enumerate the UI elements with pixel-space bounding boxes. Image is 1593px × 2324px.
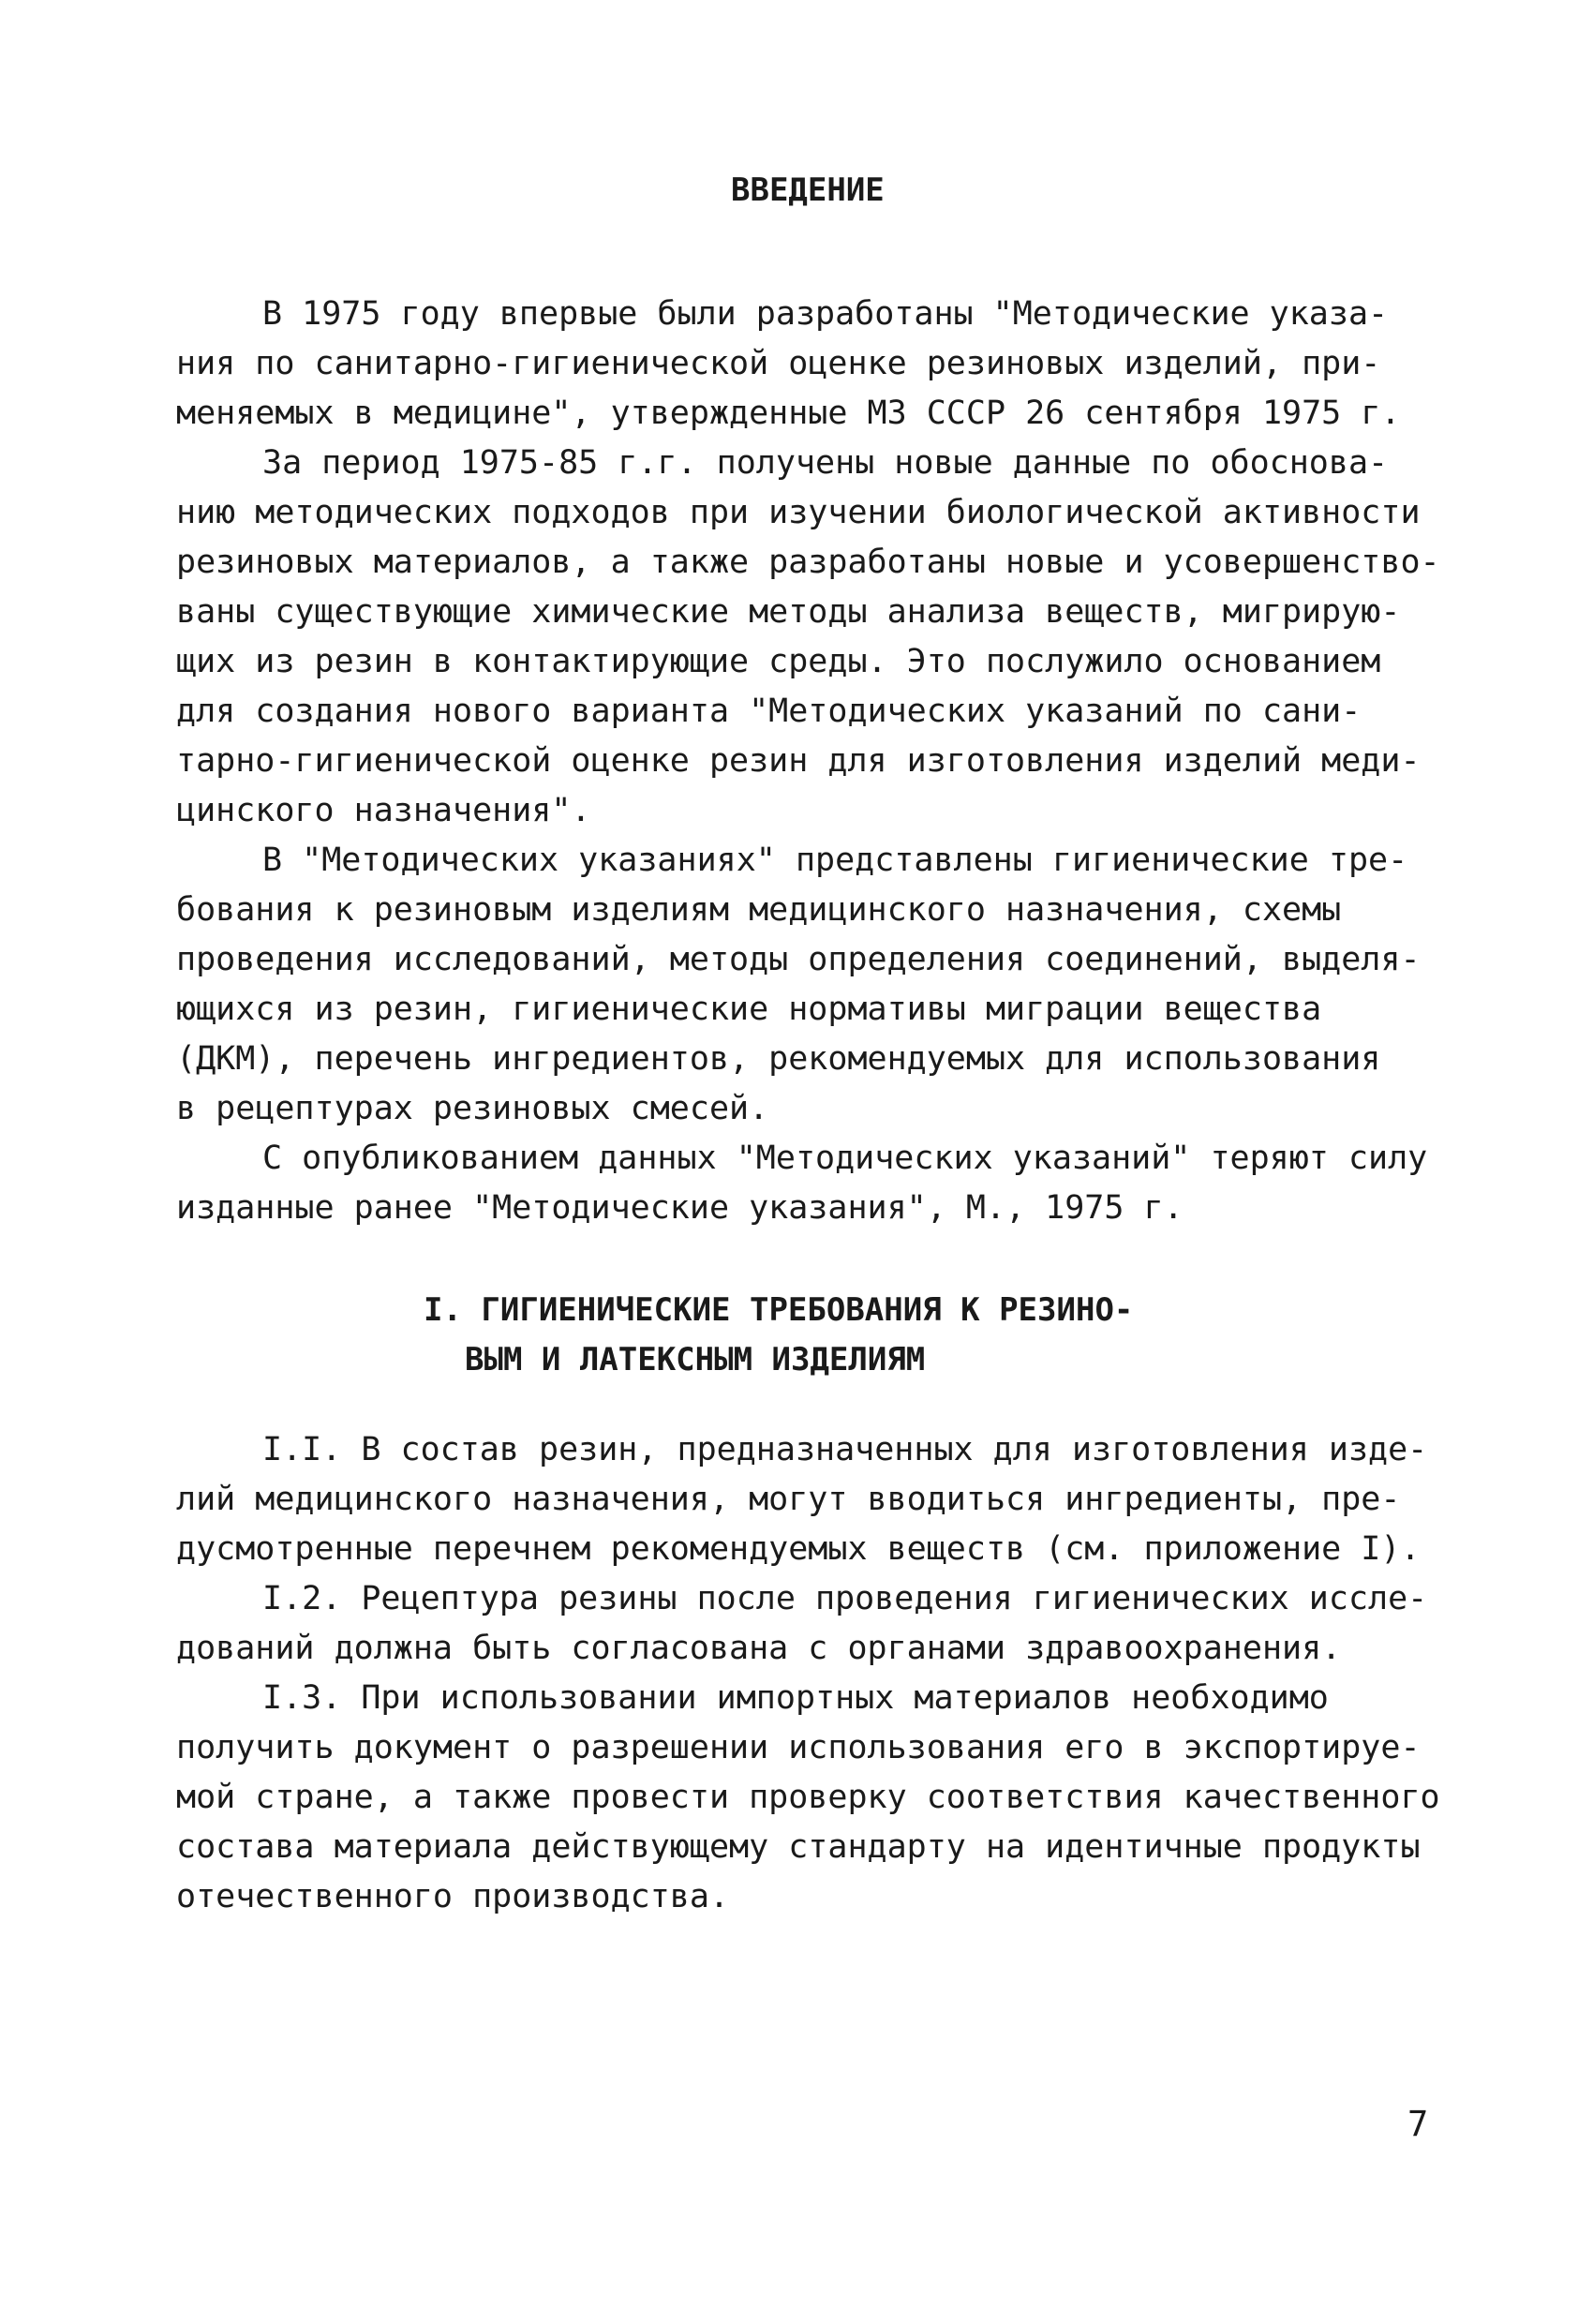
- intro-line: ваны существующие химические методы анализа веществ, мигрирую-: [176, 593, 1401, 631]
- intro-line: меняемых в медицине", утвержденные МЗ СССР 26 сентября 1975 г.: [176, 395, 1401, 432]
- intro-line: щих из резин в контактирующие среды. Это послужило основанием: [176, 643, 1381, 680]
- section-line: мой стране, а также провести проверку соответствия качественного: [176, 1779, 1440, 1816]
- intro-line: в рецептурах резиновых смесей.: [176, 1090, 769, 1127]
- section-line: состава материала действующему стандарту на идентичные продукты: [176, 1828, 1421, 1866]
- intro-line: ющихся из резин, гигиенические нормативы миграции вещества: [176, 991, 1322, 1028]
- intro-line: для создания нового варианта "Методических указаний по сани-: [176, 693, 1362, 730]
- intro-line: бования к резиновым изделиям медицинского назначения, схемы: [176, 891, 1342, 929]
- section-line: I.I. В состав резин, предназначенных для изготовления изде-: [262, 1431, 1428, 1468]
- section-line: I.2. Рецептура резины после проведения гигиенических иссле-: [262, 1580, 1428, 1617]
- section-line: отечественного производства.: [176, 1878, 730, 1915]
- section-line: получить документ о разрешении использования его в экспортируе-: [176, 1729, 1421, 1766]
- section-title-line2: ВЫМ И ЛАТЕКСНЫМ ИЗДЕЛИЯМ: [465, 1341, 926, 1378]
- intro-line: В "Методических указаниях" представлены гигиенические тре-: [262, 842, 1408, 879]
- section-line: I.3. При использовании импортных материалов необходимо: [262, 1679, 1329, 1717]
- section-line: лий медицинского назначения, могут вводиться ингредиенты, пре-: [176, 1481, 1401, 1518]
- section-title-line1: I. ГИГИЕНИЧЕСКИЕ ТРЕБОВАНИЯ К РЕЗИНО-: [424, 1291, 1134, 1329]
- intro-line: тарно-гигиенической оценке резин для изготовления изделий меди-: [176, 742, 1421, 780]
- intro-line: нию методических подходов при изучении биологической активности: [176, 494, 1421, 531]
- section-line: дусмотренные перечнем рекомендуемых веществ (см. приложение I).: [176, 1530, 1421, 1568]
- intro-line: изданные ранее "Методические указания", М., 1975 г.: [176, 1189, 1184, 1227]
- intro-line: В 1975 году впервые были разработаны "Методические указа-: [262, 295, 1389, 333]
- intro-line: За период 1975-85 г.г. получены новые данные по обоснова-: [262, 444, 1389, 482]
- intro-line: проведения исследований, методы определения соединений, выделя-: [176, 941, 1421, 978]
- intro-title: ВВЕДЕНИЕ: [731, 171, 885, 209]
- intro-line: С опубликованием данных "Методических указаний" теряют силу: [262, 1140, 1428, 1177]
- intro-line: цинского назначения".: [176, 792, 591, 829]
- intro-line: резиновых материалов, а также разработаны новые и усовершенство-: [176, 544, 1440, 581]
- intro-line: (ДКМ), перечень ингредиентов, рекомендуемых для использования: [176, 1040, 1381, 1078]
- intro-line: ния по санитарно-гигиенической оценке резиновых изделий, при-: [176, 345, 1381, 382]
- page-number: 7: [1407, 2104, 1429, 2144]
- section-line: дований должна быть согласована с органами здравоохранения.: [176, 1630, 1342, 1667]
